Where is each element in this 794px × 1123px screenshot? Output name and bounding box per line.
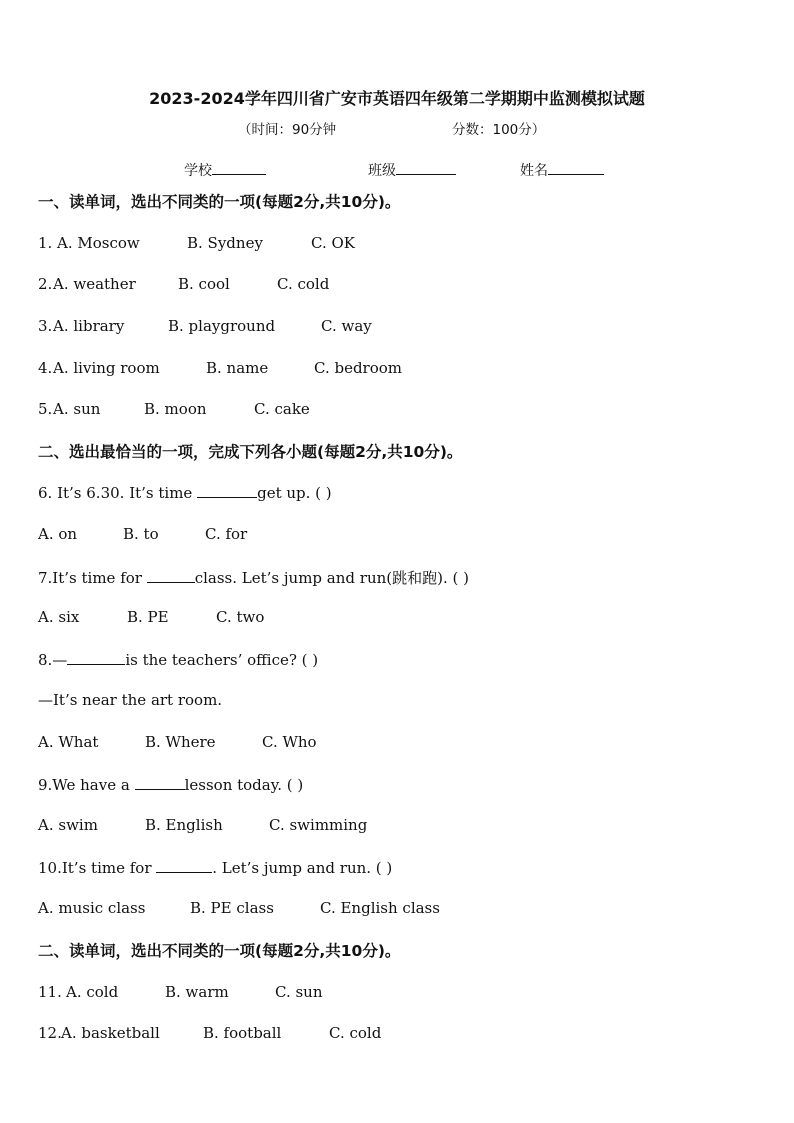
question-prompt: 10.It’s time for	[38, 859, 157, 877]
option-b: B. Where	[145, 733, 216, 751]
class-blank	[396, 174, 456, 175]
option-a: A. Moscow	[57, 234, 140, 252]
question-6	[38, 483, 332, 502]
question-3	[38, 317, 52, 335]
exam-time: （时间：90分钟	[238, 122, 337, 138]
question-prompt: 7.It’s time for	[38, 569, 147, 587]
option-a: A. library	[53, 317, 125, 335]
option-b: B. PE class	[190, 899, 274, 917]
option-c: C. cold	[277, 275, 330, 293]
answer-blank	[147, 568, 195, 583]
option-c: C. way	[321, 317, 372, 335]
school-label: 学校	[184, 163, 212, 179]
option-b: B. name	[206, 359, 269, 377]
option-c: C. sun	[275, 983, 323, 1001]
option-a: A. living room	[53, 359, 160, 377]
option-b: B. to	[123, 525, 159, 543]
question-12	[38, 1024, 62, 1042]
option-b: B. PE	[127, 608, 169, 626]
question-prompt-end: is the teachers’ office? ( )	[125, 651, 319, 669]
question-10	[38, 858, 392, 877]
option-a: A. sun	[53, 400, 101, 418]
answer-blank	[67, 650, 125, 665]
option-c: C. OK	[311, 234, 355, 252]
question-1	[38, 234, 52, 252]
section-heading: 二、选出最恰当的一项，完成下列各小题(每题2分,共10分)。	[38, 443, 463, 461]
question-number: 1.	[38, 234, 53, 252]
question-prompt: 6. It’s 6.30. It’s time	[38, 484, 198, 502]
page-title: 2023-2024学年四川省广安市英语四年级第二学期期中监测模拟试题	[149, 89, 645, 108]
question-prompt-end: get up. ( )	[257, 484, 332, 502]
option-c: C. Who	[262, 733, 317, 751]
option-b: B. Sydney	[187, 234, 263, 252]
question-7	[38, 567, 469, 588]
question-2	[38, 275, 52, 293]
name-label: 姓名	[520, 163, 548, 179]
question-prompt-end: . Let’s jump and run. ( )	[212, 859, 393, 877]
option-b: B. moon	[144, 400, 207, 418]
option-a: A. basketball	[61, 1024, 160, 1042]
option-b: B. warm	[165, 983, 229, 1001]
option-a: A. cold	[66, 983, 119, 1001]
option-c: C. swimming	[269, 816, 368, 834]
question-5	[38, 400, 52, 418]
option-c: C. cold	[329, 1024, 382, 1042]
question-4	[38, 359, 52, 377]
option-b: B. football	[203, 1024, 282, 1042]
answer-blank	[197, 483, 257, 498]
answer-blank	[135, 775, 185, 790]
option-c: C. English class	[320, 899, 440, 917]
option-c: C. bedroom	[314, 359, 403, 377]
class-label: 班级	[368, 163, 396, 179]
section-heading: 二、读单词，选出不同类的一项(每题2分,共10分)。	[38, 942, 401, 960]
question-8-answer: —It’s near the art room.	[38, 691, 223, 709]
option-a: A. weather	[53, 275, 136, 293]
option-a: A. music class	[38, 899, 146, 917]
option-c: C. two	[216, 608, 265, 626]
name-blank	[548, 174, 604, 175]
question-number: 4.	[38, 359, 53, 377]
answer-blank	[156, 858, 212, 873]
question-prompt-end: lesson today. ( )	[184, 776, 304, 794]
option-a: A. six	[38, 608, 80, 626]
option-b: B. English	[145, 816, 223, 834]
class-field	[368, 160, 456, 180]
question-prompt-end: class. Let’s jump and run(跳和跑). ( )	[194, 569, 469, 587]
school-blank	[212, 174, 266, 175]
option-a: A. What	[38, 733, 99, 751]
option-b: B. cool	[178, 275, 230, 293]
question-number: 5.	[38, 400, 53, 418]
option-b: B. playground	[168, 317, 276, 335]
school-field	[184, 160, 266, 180]
option-c: C. cake	[254, 400, 310, 418]
option-c: C. for	[205, 525, 248, 543]
question-number: 12.	[38, 1024, 62, 1042]
question-number: 3.	[38, 317, 53, 335]
question-number: 2.	[38, 275, 53, 293]
question-9	[38, 775, 303, 794]
question-11	[38, 983, 62, 1001]
question-prompt: 9.We have a	[38, 776, 135, 794]
option-a: A. swim	[38, 816, 98, 834]
name-field	[520, 160, 604, 180]
question-8	[38, 650, 318, 669]
question-number: 11.	[38, 983, 62, 1001]
question-prompt: 8.—	[38, 651, 68, 669]
option-a: A. on	[38, 525, 78, 543]
exam-score: 分数：100分）	[452, 122, 546, 138]
section-heading: 一、读单词，选出不同类的一项(每题2分,共10分)。	[38, 193, 401, 211]
